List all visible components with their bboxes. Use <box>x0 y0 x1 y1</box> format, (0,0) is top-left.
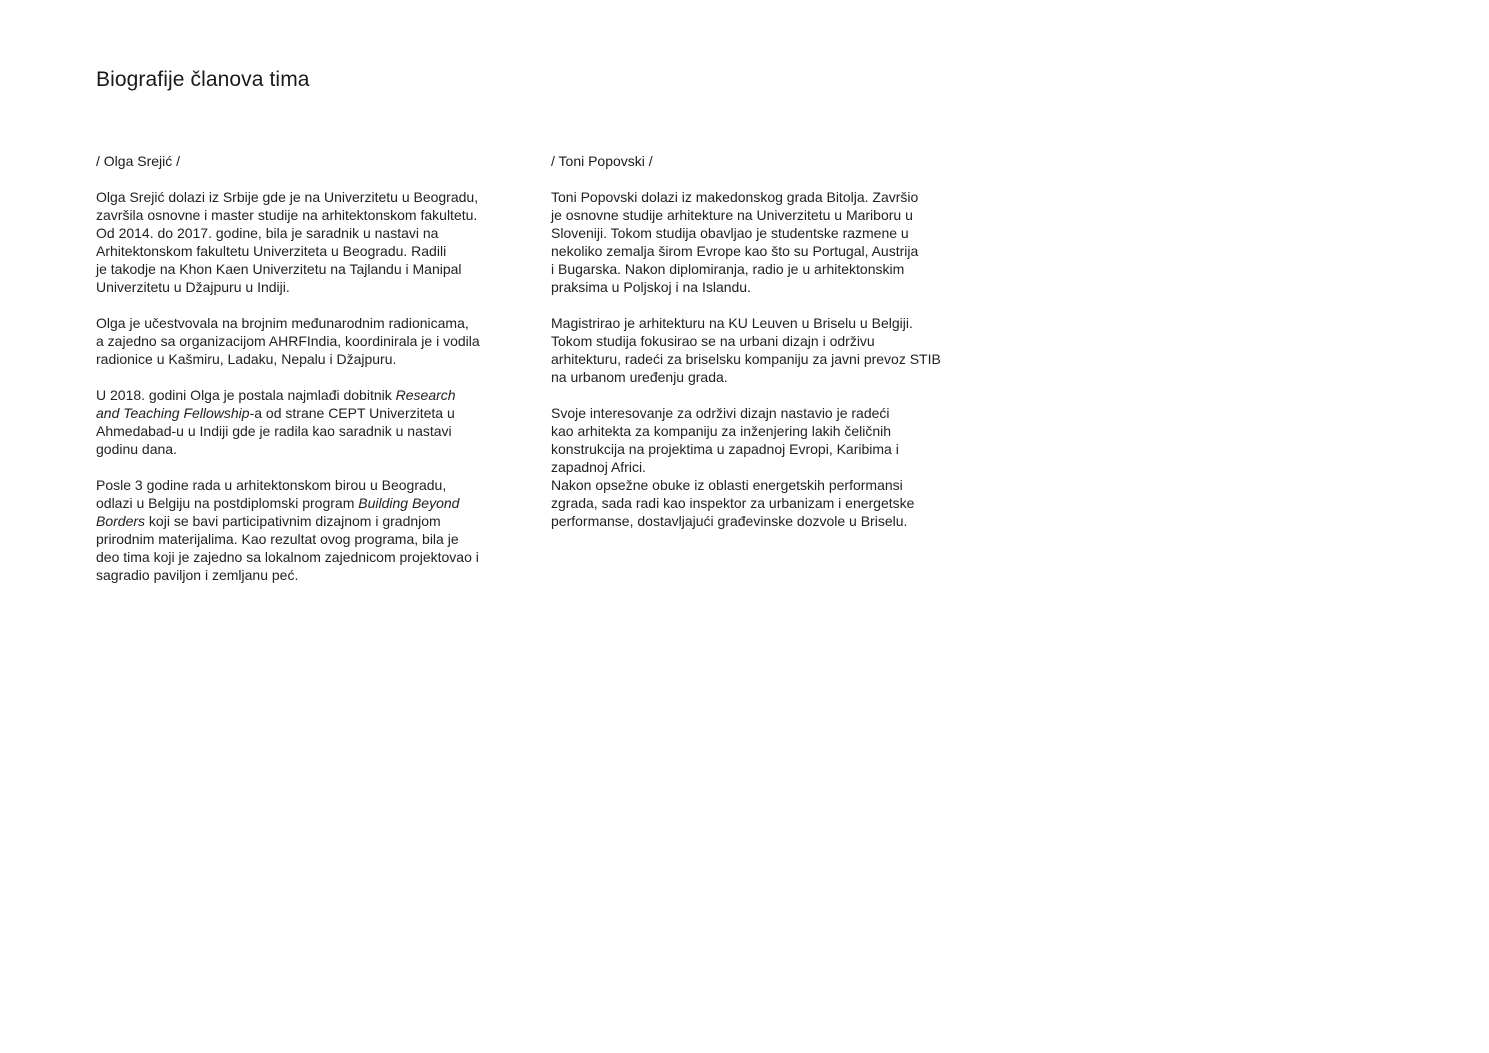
text-line: završila osnovne i master studije na arhitektonskom fakultetu. <box>96 207 478 223</box>
text-line: Olga je učestvovala na brojnim međunarodnim radionicama, <box>96 315 469 331</box>
text-line: je takodje na Khon Kaen Univerzitetu na Tajlandu i Manipal <box>96 261 462 277</box>
text-line: Univerzitetu u Džajpuru u Indiji. <box>96 279 290 295</box>
bio-olga-paragraph-4 <box>96 476 536 584</box>
text-line: arhitekturu, radeći za briselsku kompaniju za javni prevoz STIB <box>551 351 941 367</box>
text-line: Tokom studija fokusirao se na urbani dizajn i održivu <box>551 333 875 349</box>
text-line: Toni Popovski dolazi iz makedonskog grada Bitolja. Završio <box>551 189 919 205</box>
text-line <box>96 512 536 530</box>
text-line <box>96 404 536 422</box>
text-line: na urbanom uređenju grada. <box>551 369 728 385</box>
text-line: zapadnoj Africi. <box>551 459 646 475</box>
bio-name-toni: / Toni Popovski / <box>551 153 653 169</box>
bio-toni-paragraph-1 <box>551 188 991 296</box>
text-line: performanse, dostavljajući građevinske dozvole u Briselu. <box>551 513 908 529</box>
text-line: radionice u Kašmiru, Ladaku, Nepalu i Džajpuru. <box>96 351 397 367</box>
text-line: praksima u Poljskoj i na Islandu. <box>551 279 751 295</box>
text-line: konstrukcija na projektima u zapadnoj Evropi, Karibima i <box>551 441 899 457</box>
text-line <box>96 494 536 512</box>
text-segment: odlazi u Belgiju na postdiplomski program <box>96 495 359 511</box>
text-line: prirodnim materijalima. Kao rezultat ovog programa, bila je <box>96 531 459 547</box>
bio-olga-paragraph-3 <box>96 386 536 458</box>
text-line: Sloveniji. Tokom studija obavljao je studentske razmene u <box>551 225 909 241</box>
text-line <box>96 386 536 404</box>
text-line: nekoliko zemalja širom Evrope kao što su Portugal, Austrija <box>551 243 919 259</box>
fellowship-title-italic: Research <box>395 387 456 403</box>
program-title-italic: Borders <box>96 513 146 529</box>
fellowship-title-italic: and Teaching Fellowship <box>96 405 250 421</box>
text-line: Posle 3 godine rada u arhitektonskom birou u Beogradu, <box>96 477 447 493</box>
text-line: a zajedno sa organizacijom AHRFIndia, koordinirala je i vodila <box>96 333 480 349</box>
text-line: Arhitektonskom fakultetu Univerziteta u Beogradu. Radili <box>96 243 447 259</box>
text-line: zgrada, sada radi kao inspektor za urbanizam i energetske <box>551 495 915 511</box>
page-title: Biografije članova tima <box>96 68 310 91</box>
bio-toni-paragraph-2 <box>551 314 991 386</box>
program-title-italic: Building Beyond <box>358 495 460 511</box>
text-line: Ahmedabad-u u Indiji gde je radila kao saradnik u nastavi <box>96 423 452 439</box>
text-line: Nakon opsežne obuke iz oblasti energetskih performansi <box>551 477 903 493</box>
text-line: Olga Srejić dolazi iz Srbije gde je na Univerzitetu u Beogradu, <box>96 189 479 205</box>
text-segment: -a od strane CEPT Univerziteta u <box>249 405 455 421</box>
text-line: deo tima koji je zajedno sa lokalnom zajednicom projektovao i <box>96 549 479 565</box>
text-line: Magistrirao je arhitekturu na KU Leuven u Briselu u Belgiji. <box>551 315 913 331</box>
text-line: sagradio paviljon i zemljanu peć. <box>96 567 299 583</box>
bio-toni-paragraph-3 <box>551 404 991 476</box>
bio-olga-paragraph-2 <box>96 314 536 368</box>
text-line: i Bugarska. Nakon diplomiranja, radio je u arhitektonskim <box>551 261 905 277</box>
text-line: Svoje interesovanje za održivi dizajn nastavio je radeći <box>551 405 890 421</box>
bio-olga-paragraph-1 <box>96 188 536 296</box>
text-line: kao arhitekta za kompaniju za inženjering lakih čeličnih <box>551 423 892 439</box>
text-segment: U 2018. godini Olga je postala najmlađi dobitnik <box>96 387 396 403</box>
text-line: Od 2014. do 2017. godine, bila je saradnik u nastavi na <box>96 225 439 241</box>
text-line: je osnovne studije arhitekture na Univerzitetu u Mariboru u <box>551 207 913 223</box>
bio-toni-paragraph-4 <box>551 476 991 530</box>
text-line: godinu dana. <box>96 441 177 457</box>
bio-olga-srejic <box>96 152 536 584</box>
bio-name-olga: / Olga Srejić / <box>96 153 181 169</box>
bio-toni-popovski <box>551 152 991 530</box>
text-segment: koji se bavi participativnim dizajnom i gradnjom <box>145 513 441 529</box>
